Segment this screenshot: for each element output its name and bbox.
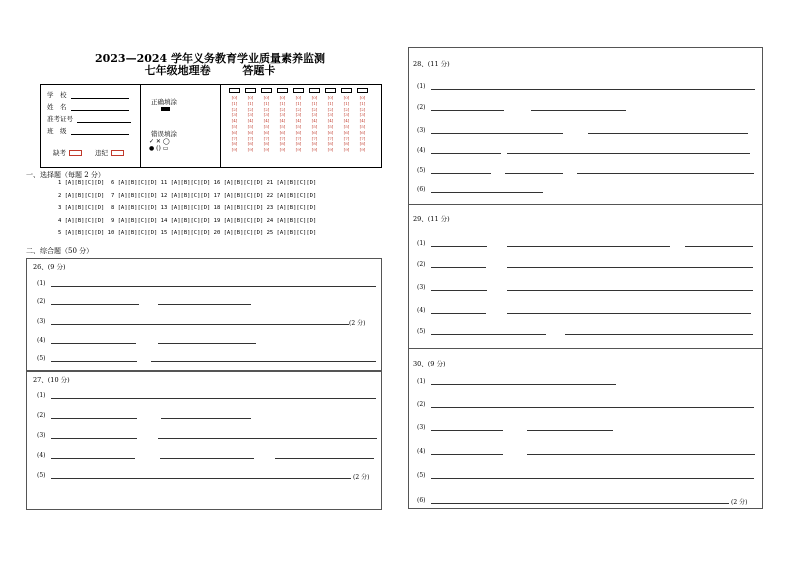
- q27-label-4: (4): [37, 452, 46, 459]
- ticket-digit-bubble[interactable]: [0]: [295, 95, 302, 100]
- ticket-digit-column[interactable]: [277, 88, 289, 153]
- q29-label-5: (5): [417, 328, 426, 335]
- ticket-digit-bubble[interactable]: [7]: [295, 135, 302, 141]
- ticket-digit-column[interactable]: [245, 88, 257, 153]
- q26-header: 26、(9 分): [33, 263, 66, 271]
- q30-label-2: (2): [417, 401, 426, 408]
- ticket-digit-bubble[interactable]: [5]: [263, 123, 270, 129]
- ticket-digit-bubble[interactable]: [7]: [231, 135, 238, 141]
- violation-checkbox[interactable]: [111, 150, 124, 156]
- ticket-digit-column[interactable]: [261, 88, 273, 153]
- q26-label-2: (2): [37, 298, 46, 305]
- ticket-digit-bubble[interactable]: [5]: [359, 123, 366, 129]
- ticket-digit-column[interactable]: [325, 88, 337, 153]
- q27-line-2a[interactable]: [51, 418, 137, 419]
- ticket-digit-column[interactable]: [341, 88, 353, 153]
- q27-label-2: (2): [37, 412, 46, 419]
- q29-label-1: (1): [417, 240, 426, 247]
- choice-row[interactable]: 2 [A][B][C][D] 7 [A][B][C][D] 12 [A][B][C][D] 17 [A][B][C][D] 22 [A][B][C][D]: [58, 192, 317, 199]
- ticket-digit-bubble[interactable]: [0]: [327, 95, 334, 100]
- class-field[interactable]: 班 级: [47, 126, 129, 135]
- ticket-digit-bubble[interactable]: [2]: [311, 106, 318, 112]
- ticket-digit-bubble[interactable]: [2]: [343, 106, 350, 112]
- q30-line-3b[interactable]: [527, 430, 613, 431]
- ticket-digit-bubble[interactable]: [5]: [279, 123, 286, 129]
- correct-fill-icon: [161, 107, 170, 111]
- wrong-fill-icon: ✓ ✕ ◯ ● () ▭: [149, 138, 170, 152]
- q26-label-5: (5): [37, 355, 46, 362]
- ticket-digit-bubble[interactable]: [2]: [231, 106, 238, 112]
- q28-label-1: (1): [417, 83, 426, 90]
- subject-label: 七年级地理卷: [144, 64, 211, 77]
- absent-checkbox[interactable]: [69, 150, 82, 156]
- ticket-digit-bubble[interactable]: [9]: [327, 147, 334, 153]
- ticket-digit-bubble[interactable]: [6]: [231, 129, 238, 135]
- fill-example: [141, 85, 221, 167]
- choice-row[interactable]: 1 [A][B][C][D] 6 [A][B][C][D] 11 [A][B][C][D] 16 [A][B][C][D] 21 [A][B][C][D]: [58, 180, 317, 186]
- ticket-digit-bubble[interactable]: [5]: [327, 123, 334, 129]
- ticket-digit-bubble[interactable]: [7]: [247, 135, 254, 141]
- q27-line-3a[interactable]: [51, 438, 137, 439]
- ticket-digit-bubble[interactable]: [5]: [295, 123, 302, 129]
- q28-line-4b[interactable]: [507, 153, 750, 154]
- q30-label-6: (6): [417, 497, 426, 504]
- choice-row[interactable]: 4 [A][B][C][D] 9 [A][B][C][D] 14 [A][B][C][D] 19 [A][B][C][D] 24 [A][B][C][D]: [58, 217, 317, 224]
- ticket-digit-bubble[interactable]: [6]: [263, 129, 270, 135]
- q26-line-4b[interactable]: [158, 343, 256, 344]
- q28-header: 28、(11 分): [413, 60, 450, 68]
- q27-line-1[interactable]: [51, 398, 376, 399]
- ticket-digit-bubble[interactable]: [5]: [311, 123, 318, 129]
- ticket-digit-bubble[interactable]: [3]: [343, 112, 350, 118]
- q27-label-5: (5): [37, 472, 46, 479]
- ticket-digit-bubble[interactable]: [0]: [263, 95, 270, 100]
- ticket-digit-box[interactable]: [277, 88, 288, 93]
- q26-line-5b[interactable]: [151, 361, 376, 362]
- q28-line-5b[interactable]: [505, 173, 563, 174]
- q29-line-5b[interactable]: [565, 334, 753, 335]
- q30-line-6[interactable]: [431, 503, 729, 504]
- q28-line-4a[interactable]: [431, 153, 501, 154]
- right-column-panel: [408, 47, 763, 509]
- ticket-digit-bubble[interactable]: [7]: [359, 135, 366, 141]
- q29-label-4: (4): [417, 307, 426, 314]
- q27-header: 27、(10 分): [33, 376, 70, 384]
- q29-line-2a[interactable]: [431, 267, 486, 268]
- ticket-digit-bubble[interactable]: [8]: [359, 141, 366, 147]
- q28-label-4: (4): [417, 147, 426, 154]
- ticket-digit-bubble[interactable]: [4]: [359, 118, 366, 124]
- q30-label-5: (5): [417, 472, 426, 479]
- ticket-digit-bubble[interactable]: [8]: [247, 141, 254, 147]
- ticket-digit-bubble[interactable]: [2]: [327, 106, 334, 112]
- ticket-digit-bubble[interactable]: [7]: [343, 135, 350, 141]
- ticket-digit-bubble[interactable]: [5]: [343, 123, 350, 129]
- ticket-digit-bubble[interactable]: [5]: [247, 123, 254, 129]
- ticket-digit-box[interactable]: [357, 88, 368, 93]
- exam-subtitle: [60, 62, 360, 78]
- ticket-digit-bubble[interactable]: [1]: [231, 100, 238, 106]
- name-field[interactable]: 姓 名: [47, 102, 129, 111]
- ticket-digit-bubble[interactable]: [4]: [263, 118, 270, 124]
- section-choice-title: 一、选择题（每题 2 分）: [26, 171, 105, 179]
- ticket-digit-bubble[interactable]: [3]: [327, 112, 334, 118]
- ticket-digit-box[interactable]: [309, 88, 320, 93]
- ticket-digit-bubble[interactable]: [3]: [295, 112, 302, 118]
- ticket-digit-bubble[interactable]: [8]: [343, 141, 350, 147]
- q26-panel: [26, 258, 382, 371]
- ticket-digit-box[interactable]: [261, 88, 272, 93]
- q28-line-6[interactable]: [431, 192, 543, 193]
- ticket-digit-bubble[interactable]: [3]: [263, 112, 270, 118]
- ticket-digit-bubble[interactable]: [1]: [295, 100, 302, 106]
- q29-line-3a[interactable]: [431, 290, 487, 291]
- ticket-digit-bubble[interactable]: [8]: [231, 141, 238, 147]
- q30-line-4a[interactable]: [431, 454, 503, 455]
- correct-fill-label: 正确填涂: [151, 98, 177, 106]
- q30-label-3: (3): [417, 424, 426, 431]
- answer-card-label: 答题卡: [242, 64, 276, 77]
- ticket-digit-column[interactable]: [309, 88, 321, 153]
- ticket-digit-bubble[interactable]: [9]: [279, 147, 286, 153]
- ticket-digit-bubble[interactable]: [1]: [263, 100, 270, 106]
- ticket-digit-bubble[interactable]: [3]: [247, 112, 254, 118]
- q28-line-2b[interactable]: [531, 110, 626, 111]
- ticket-digit-bubble[interactable]: [2]: [247, 106, 254, 112]
- q30-label-1: (1): [417, 378, 426, 385]
- ticket-digit-bubble[interactable]: [5]: [231, 123, 238, 129]
- ticket-digit-bubble[interactable]: [1]: [359, 100, 366, 106]
- ticket-digit-bubble[interactable]: [6]: [327, 129, 334, 135]
- choice-row[interactable]: 3 [A][B][C][D] 8 [A][B][C][D] 13 [A][B][C][D] 18 [A][B][C][D] 23 [A][B][C][D]: [58, 205, 317, 211]
- ticket-digit-bubble[interactable]: [1]: [343, 100, 350, 106]
- q29-label-3: (3): [417, 284, 426, 291]
- q27-line-3b[interactable]: [158, 438, 377, 439]
- q27-line-5[interactable]: [51, 478, 351, 479]
- q27-line-2b[interactable]: [161, 418, 251, 419]
- ticket-digit-bubble[interactable]: [8]: [279, 141, 286, 147]
- ticket-digit-bubble[interactable]: [3]: [311, 112, 318, 118]
- section-synthesis-title: 二、综合题（50 分）: [26, 247, 94, 255]
- ticket-digit-bubble[interactable]: [6]: [359, 129, 366, 135]
- q26-points: (2 分): [349, 320, 366, 327]
- q28-line-5c[interactable]: [577, 173, 754, 174]
- ticket-digit-bubble[interactable]: [4]: [295, 118, 302, 124]
- q28-line-3a[interactable]: [431, 133, 563, 134]
- ticket-digit-bubble[interactable]: [6]: [279, 129, 286, 135]
- q28-line-2a[interactable]: [431, 110, 504, 111]
- q28-line-5a[interactable]: [431, 173, 491, 174]
- ticket-field[interactable]: 准考证号: [47, 114, 131, 123]
- absent-mark[interactable]: 缺考: [53, 148, 82, 157]
- q29-line-4a[interactable]: [431, 313, 486, 314]
- ticket-digit-bubble[interactable]: [0]: [343, 95, 350, 100]
- choice-row[interactable]: 5 [A][B][C][D] 10 [A][B][C][D] 15 [A][B][C][D] 20 [A][B][C][D] 25 [A][B][C][D]: [58, 230, 317, 236]
- q29-header: 29、(11 分): [413, 215, 450, 223]
- q29-line-1a[interactable]: [431, 246, 487, 247]
- q29-line-2b[interactable]: [507, 267, 753, 268]
- q27-points: (2 分): [353, 474, 370, 481]
- q29-line-1c[interactable]: [685, 246, 753, 247]
- ticket-digit-bubble[interactable]: [4]: [327, 118, 334, 124]
- ticket-digit-bubble[interactable]: [3]: [279, 112, 286, 118]
- ticket-digit-bubble[interactable]: [9]: [263, 147, 270, 153]
- ticket-digit-bubble[interactable]: [7]: [279, 135, 286, 141]
- q29-line-1b[interactable]: [507, 246, 670, 247]
- student-info-fields: [41, 85, 141, 167]
- ticket-digit-bubble[interactable]: [2]: [295, 106, 302, 112]
- q26-label-3: (3): [37, 318, 46, 325]
- ticket-digit-bubble[interactable]: [6]: [295, 129, 302, 135]
- ticket-digit-bubble[interactable]: [2]: [359, 106, 366, 112]
- school-field[interactable]: 学 校: [47, 90, 129, 99]
- q30-line-5[interactable]: [431, 478, 754, 479]
- q29-line-5a[interactable]: [431, 334, 546, 335]
- ticket-digit-bubble[interactable]: [4]: [247, 118, 254, 124]
- q30-header: 30、(9 分): [413, 360, 446, 368]
- ticket-digit-bubble[interactable]: [8]: [295, 141, 302, 147]
- ticket-digit-bubble[interactable]: [4]: [231, 118, 238, 124]
- q28-line-1[interactable]: [431, 89, 755, 90]
- q26-line-2b[interactable]: [158, 304, 251, 305]
- q27-panel: [26, 371, 382, 510]
- ticket-digit-bubble[interactable]: [0]: [311, 95, 318, 100]
- q26-line-5a[interactable]: [51, 361, 137, 362]
- ticket-digit-bubble[interactable]: [0]: [231, 95, 238, 100]
- ticket-digit-bubble[interactable]: [6]: [247, 129, 254, 135]
- ticket-digit-bubble[interactable]: [9]: [231, 147, 238, 153]
- ticket-digit-bubble[interactable]: [1]: [247, 100, 254, 106]
- q30-line-4b[interactable]: [527, 454, 755, 455]
- ticket-digit-bubble[interactable]: [6]: [343, 129, 350, 135]
- ticket-digit-bubble[interactable]: [9]: [247, 147, 254, 153]
- q28-label-6: (6): [417, 186, 426, 193]
- ticket-digit-bubble[interactable]: [4]: [343, 118, 350, 124]
- exam-title: 2023—2024 学年义务教育学业质量素养监测: [94, 52, 326, 65]
- ticket-digit-bubble[interactable]: [2]: [279, 106, 286, 112]
- ticket-digit-column[interactable]: [229, 88, 241, 153]
- ticket-digit-bubble[interactable]: [7]: [327, 135, 334, 141]
- ticket-digit-bubble[interactable]: [9]: [359, 147, 366, 153]
- ticket-digit-bubble[interactable]: [8]: [263, 141, 270, 147]
- ticket-digit-box[interactable]: [293, 88, 304, 93]
- ticket-digit-bubble[interactable]: [7]: [311, 135, 318, 141]
- q30-label-4: (4): [417, 448, 426, 455]
- q27-label-1: (1): [37, 392, 46, 399]
- q28-label-5: (5): [417, 167, 426, 174]
- ticket-digit-bubble[interactable]: [9]: [311, 147, 318, 153]
- q30-line-2[interactable]: [431, 407, 754, 408]
- ticket-digit-bubble[interactable]: [7]: [263, 135, 270, 141]
- q30-line-3a[interactable]: [431, 430, 503, 431]
- q29-label-2: (2): [417, 261, 426, 268]
- q27-label-3: (3): [37, 432, 46, 439]
- ticket-digit-box[interactable]: [341, 88, 352, 93]
- ticket-digit-column[interactable]: [357, 88, 369, 153]
- ticket-digit-bubble[interactable]: [4]: [311, 118, 318, 124]
- ticket-digit-box[interactable]: [325, 88, 336, 93]
- ticket-digit-bubble[interactable]: [3]: [359, 112, 366, 118]
- ticket-digit-bubble[interactable]: [6]: [311, 129, 318, 135]
- ticket-digit-bubble[interactable]: [9]: [295, 147, 302, 153]
- ticket-digit-bubble[interactable]: [1]: [279, 100, 286, 106]
- ticket-digit-bubble[interactable]: [0]: [279, 95, 286, 100]
- q26-label-1: (1): [37, 280, 46, 287]
- q26-line-2a[interactable]: [51, 304, 139, 305]
- ticket-digit-box[interactable]: [229, 88, 240, 93]
- ticket-digit-box[interactable]: [245, 88, 256, 93]
- student-info-box: [40, 84, 382, 168]
- ticket-digit-bubble[interactable]: [1]: [311, 100, 318, 106]
- q26-line-4a[interactable]: [51, 343, 136, 344]
- q30-points: (2 分): [731, 499, 748, 506]
- q28-label-2: (2): [417, 104, 426, 111]
- q28-label-3: (3): [417, 127, 426, 134]
- ticket-digit-bubble[interactable]: [4]: [279, 118, 286, 124]
- q30-line-1[interactable]: [431, 384, 616, 385]
- ticket-digit-bubble[interactable]: [0]: [247, 95, 254, 100]
- q29-line-4b[interactable]: [507, 313, 751, 314]
- q26-line-3[interactable]: [51, 324, 349, 325]
- ticket-digit-bubble[interactable]: [9]: [343, 147, 350, 153]
- ticket-digit-bubble[interactable]: [1]: [327, 100, 334, 106]
- q27-line-4b[interactable]: [160, 458, 254, 459]
- ticket-digit-bubble[interactable]: [8]: [311, 141, 318, 147]
- violation-mark[interactable]: 违纪: [95, 148, 124, 157]
- divider: [409, 348, 762, 349]
- q27-line-4c[interactable]: [275, 458, 374, 459]
- ticket-digit-bubble[interactable]: [3]: [231, 112, 238, 118]
- ticket-number-grid[interactable]: [221, 85, 381, 167]
- ticket-digit-bubble[interactable]: [8]: [327, 141, 334, 147]
- wrong-fill-label: 错误填涂: [151, 130, 177, 138]
- ticket-digit-column[interactable]: [293, 88, 305, 153]
- q27-line-4a[interactable]: [51, 458, 135, 459]
- ticket-digit-bubble[interactable]: [2]: [263, 106, 270, 112]
- q29-line-3b[interactable]: [507, 290, 753, 291]
- q26-line-1[interactable]: [51, 286, 376, 287]
- divider: [409, 204, 762, 205]
- q26-label-4: (4): [37, 337, 46, 344]
- q28-line-3b[interactable]: [588, 133, 748, 134]
- ticket-digit-bubble[interactable]: [0]: [359, 95, 366, 100]
